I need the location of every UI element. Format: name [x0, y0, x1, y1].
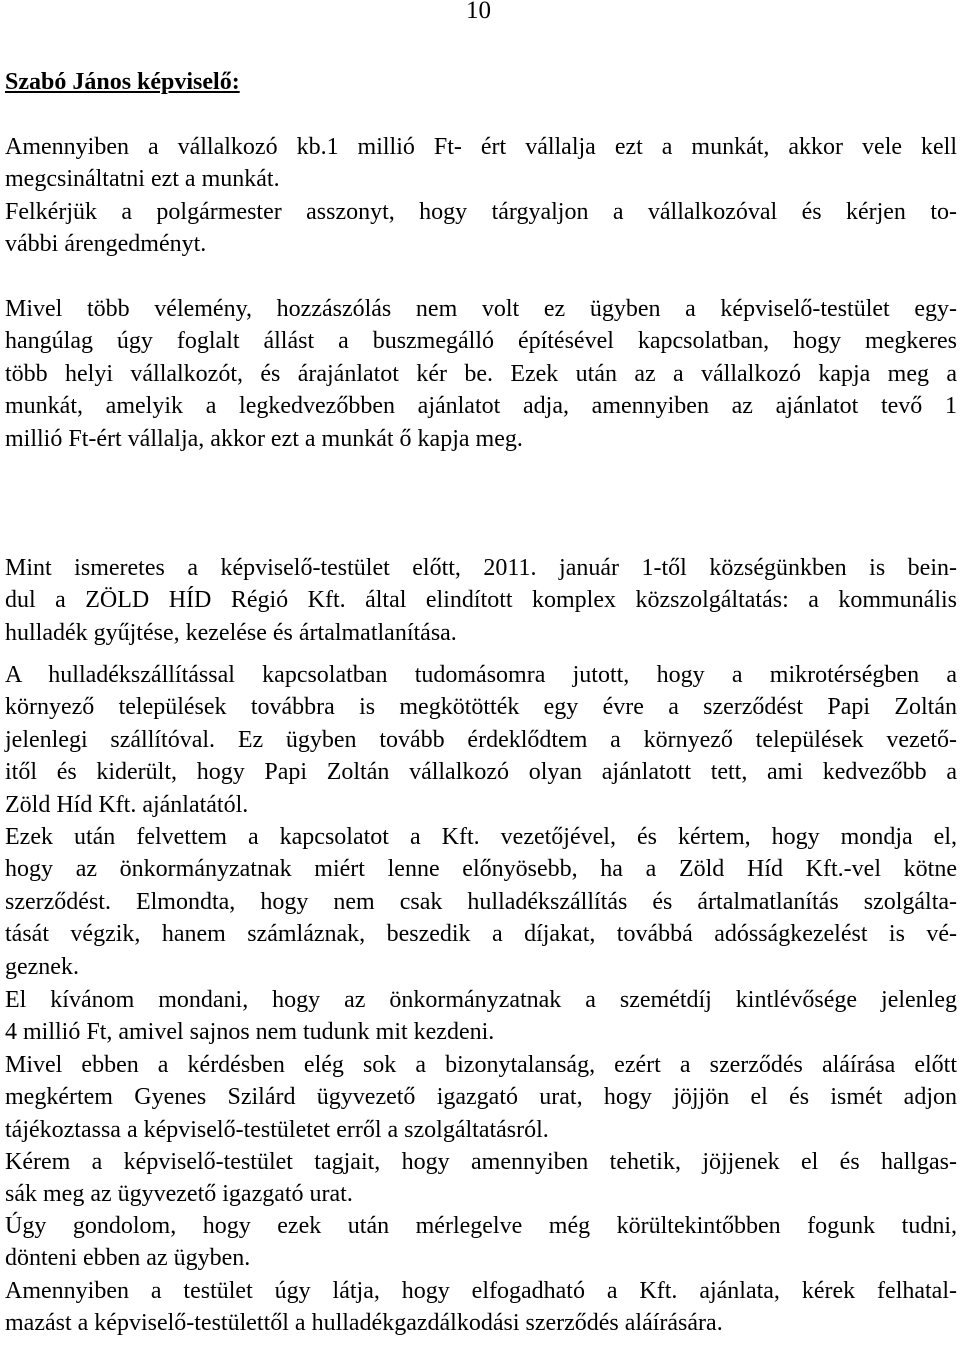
text-line: hangúlag úgy foglalt állást a buszmegálló építésével kapcsolatban, hogy megkeres — [5, 328, 957, 355]
text-line: tását végzik, hanem számláznak, beszedik a díjakat, továbbá adósságkezelést is vé- — [5, 921, 957, 948]
text-line: Amennyiben a vállalkozó kb.1 millió Ft- ért vállalja ezt a munkát, akkor vele kell — [5, 134, 957, 160]
paragraph — [5, 1049, 957, 1146]
text-line: vábbi árengedményt. — [5, 231, 207, 258]
paragraph — [5, 196, 957, 261]
text-line: munkát, amelyik a legkedvezőbben ajánlatot adja, amennyiben az ajánlatot tevő 1 — [5, 393, 957, 420]
text-line: Amennyiben a testület úgy látja, hogy elfogadható a Kft. ajánlata, kérek felhatal- — [5, 1278, 957, 1304]
text-line: Kérem a képviselő-testület tagjait, hogy amennyiben tehetik, jöjjenek el és hallgas- — [5, 1149, 957, 1175]
text-line: Felkérjük a polgármester asszonyt, hogy tárgyaljon a vállalkozóval és kérjen to- — [5, 199, 957, 225]
text-line: millió Ft-ért vállalja, akkor ezt a munkát ő kapja meg. — [5, 425, 523, 452]
paragraph — [5, 1275, 957, 1340]
text-line: szerződést. Elmondta, hogy nem csak hulladékszállítás és ártalmatlanítás szolgálta- — [5, 888, 957, 915]
paragraph — [5, 1146, 957, 1211]
text-line: környező települések továbbra is megkötötték egy évre a szerződést Papi Zoltán — [5, 694, 957, 721]
text-line: itől és kiderült, hogy Papi Zoltán vállalkozó olyan ajánlatott tett, ami kedvezőbb a — [5, 759, 957, 786]
text-line: hogy az önkormányzatnak miért lenne előnyösebb, ha a Zöld Híd Kft.-vel kötne — [5, 856, 957, 883]
paragraph — [5, 131, 957, 196]
text-line: Ezek után felvettem a kapcsolatot a Kft. vezetőjével, és kértem, hogy mondja el, — [5, 824, 957, 850]
text-line: Zöld Híd Kft. ajánlatától. — [5, 791, 249, 818]
paragraph — [5, 293, 957, 455]
text-line: dönteni ebben az ügyben. — [5, 1245, 251, 1272]
text-line: tájékoztassa a képviselő-testületet erről a szolgáltatásról. — [5, 1116, 549, 1143]
text-line: Mivel több vélemény, hozzászólás nem volt ez ügyben a képviselő-testület egy- — [5, 296, 957, 322]
text-line: El kívánom mondani, hogy az önkormányzatnak a szemétdíj kintlévősége jelenleg — [5, 987, 957, 1013]
text-line: Úgy gondolom, hogy ezek után mérlegelve még körültekintőbben fogunk tudni, — [5, 1213, 957, 1239]
text-line: hulladék gyűjtése, kezelése és ártalmatlanítása. — [5, 619, 457, 646]
text-line: A hulladékszállítással kapcsolatban tudomásomra jutott, hogy a mikrotérségben a — [5, 662, 957, 688]
text-line: Mivel ebben a kérdésben elég sok a bizonytalanság, ezért a szerződés aláírása előtt — [5, 1052, 957, 1078]
paragraph — [5, 1210, 957, 1275]
text-line: Mint ismeretes a képviselő-testület előtt, 2011. január 1-től községünkben is bein- — [5, 555, 957, 581]
text-line: 4 millió Ft, amivel sajnos nem tudunk mit kezdeni. — [5, 1019, 495, 1046]
paragraph — [5, 821, 957, 983]
text-line: sák meg az ügyvezető igazgató urat. — [5, 1181, 353, 1208]
text-line: több helyi vállalkozót, és árajánlatot kér be. Ezek után az a vállalkozó kapja meg a — [5, 360, 957, 387]
text-line: jelenlegi szállítóval. Ez ügyben tovább érdeklődtem a környező települések vezető- — [5, 726, 957, 753]
paragraph — [5, 659, 957, 821]
text-line: geznek. — [5, 953, 79, 980]
text-line: megkértem Gyenes Szilárd ügyvezető igazgató urat, hogy jöjjön el és ismét adjon — [5, 1084, 957, 1111]
text-line: mazást a képviselő-testülettől a hulladékgazdálkodási szerződés aláírására. — [5, 1310, 723, 1337]
text-line: dul a ZÖLD HÍD Régió Kft. által elindított komplex közszolgáltatás: a kommunális — [5, 587, 957, 614]
page-number: 10 — [466, 0, 491, 24]
paragraph — [5, 552, 957, 649]
text-line: megcsináltatni ezt a munkát. — [5, 166, 280, 193]
paragraph — [5, 984, 957, 1049]
speaker-heading: Szabó János képviselő: — [5, 69, 240, 95]
